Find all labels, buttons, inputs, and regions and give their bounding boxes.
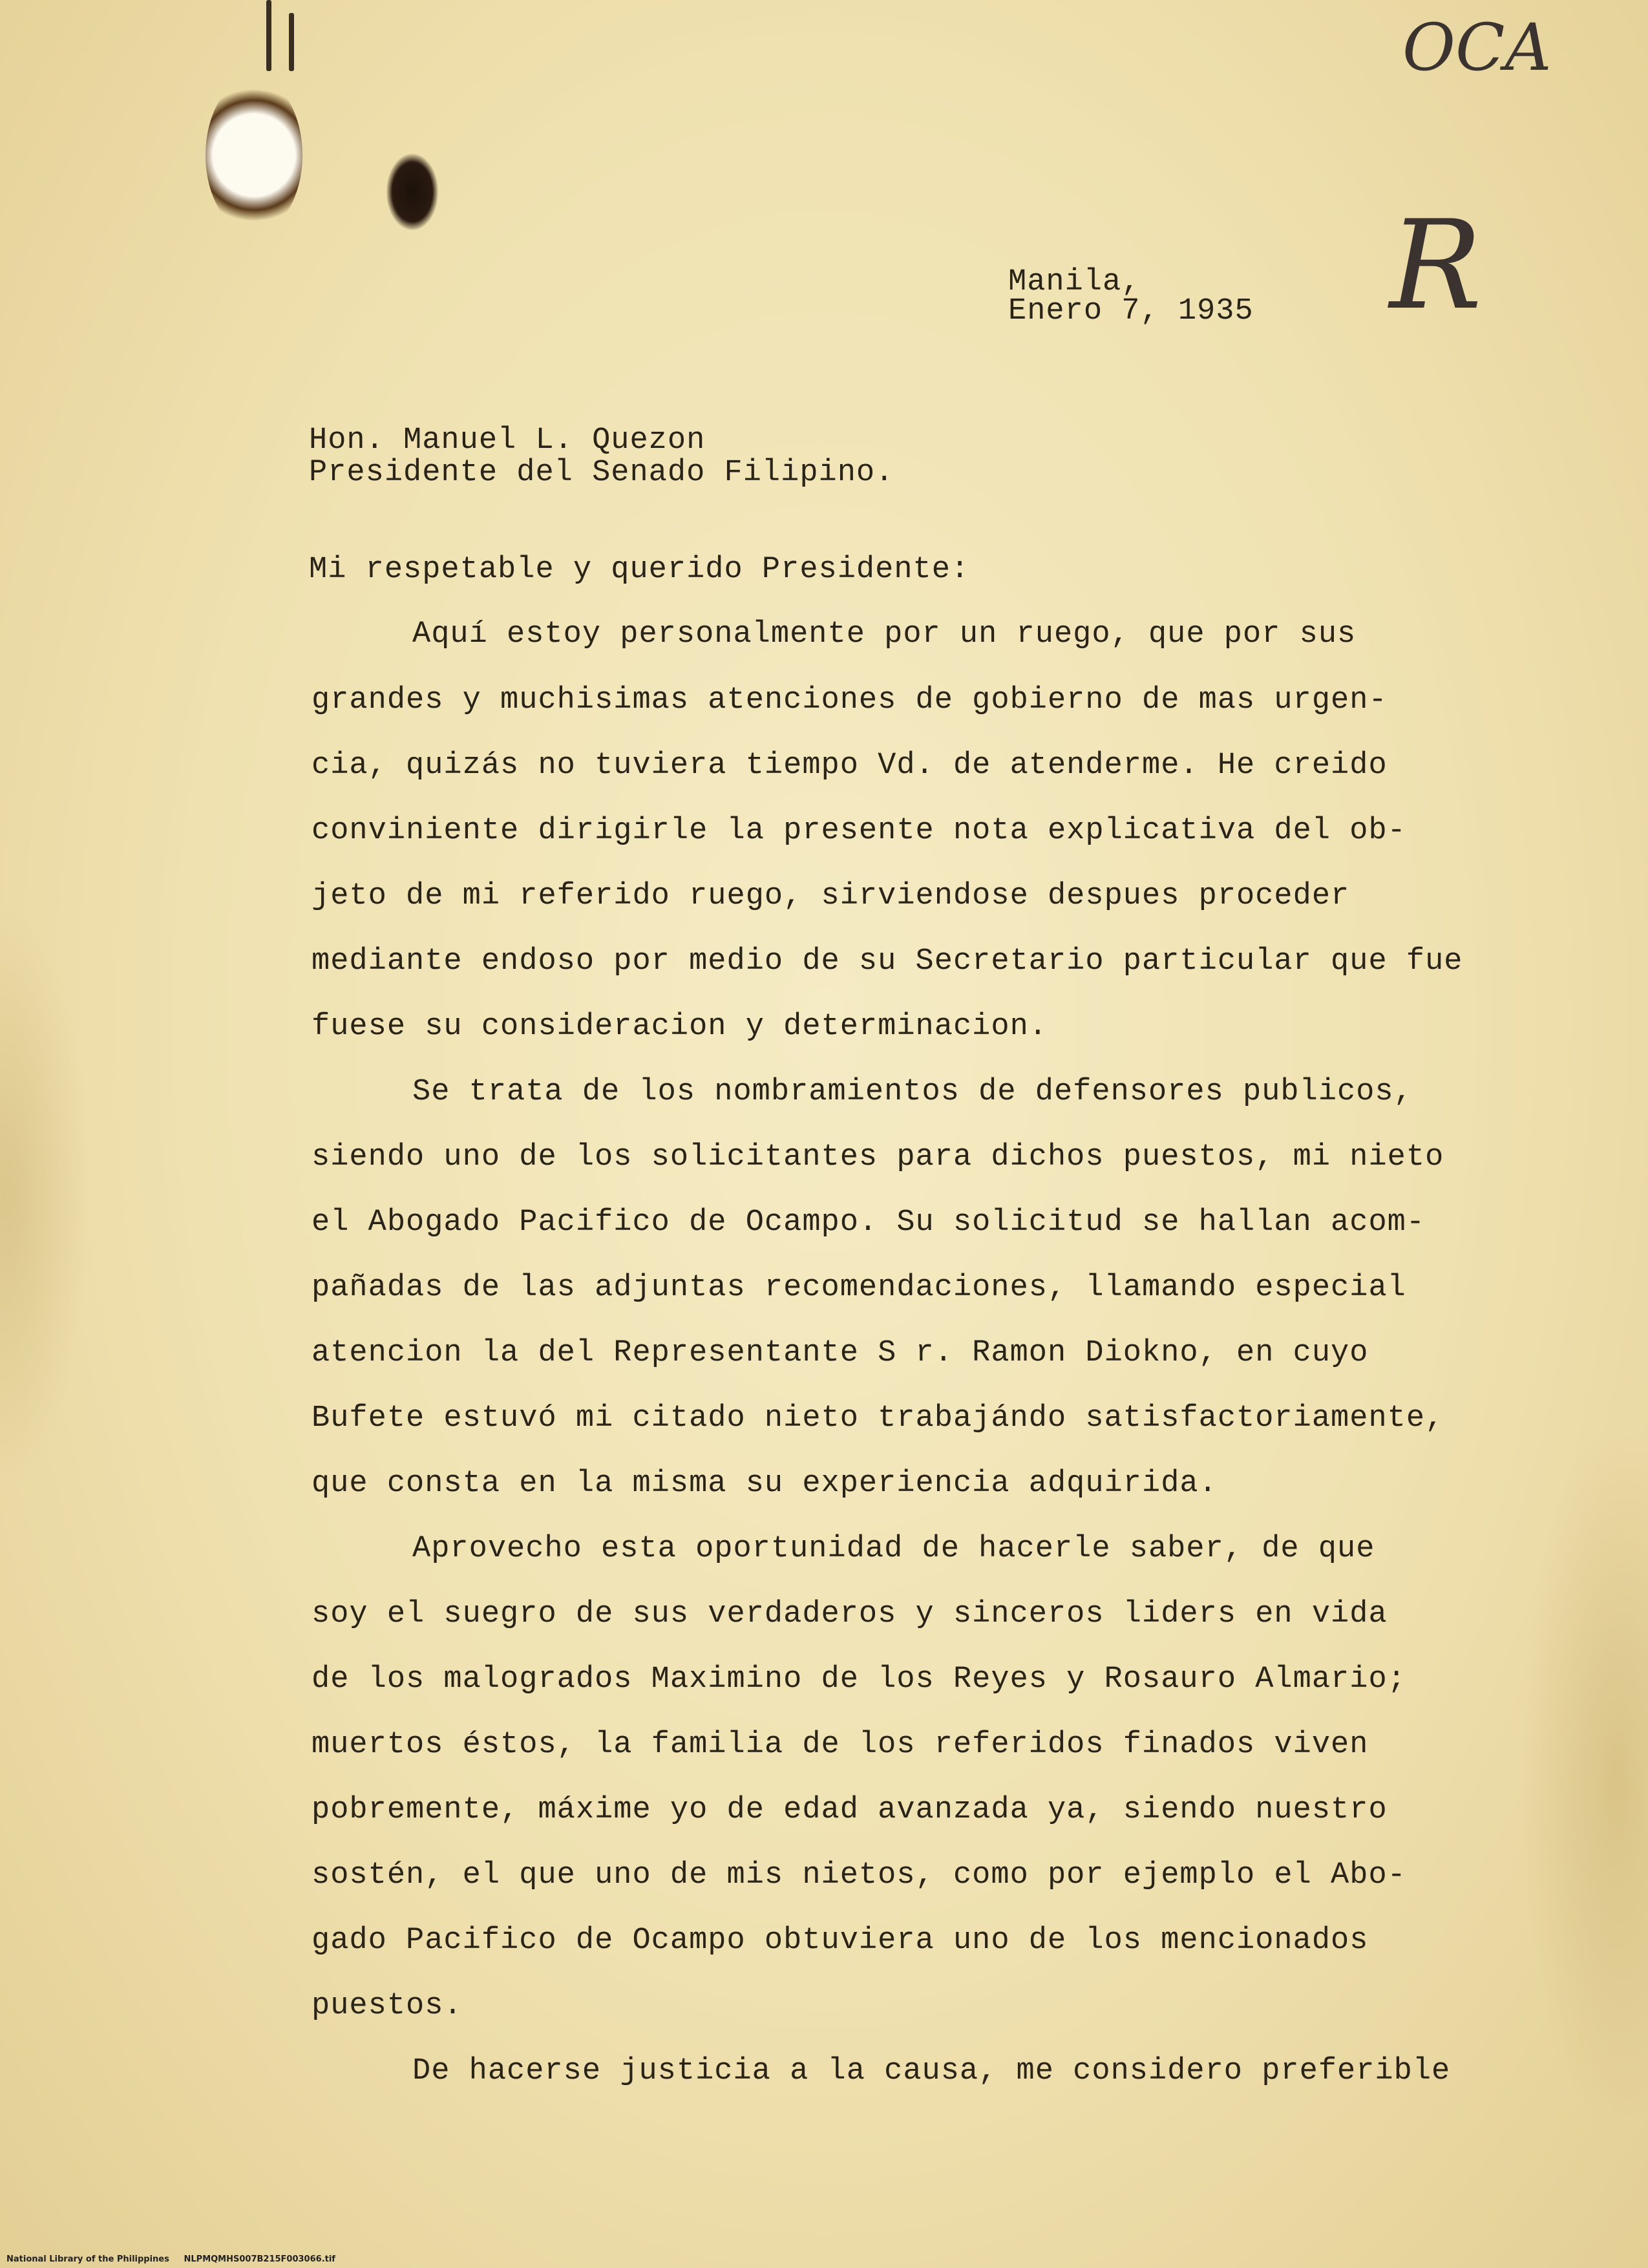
library-name: National Library of the Philippines [6,2254,169,2264]
body-line: conviniente dirigirle la presente nota explicativa del ob- [312,814,1406,848]
edge-stain [1519,1422,1648,2133]
salutation: Mi respetable y querido Presidente: [309,553,970,587]
addressee-name: Hon. Manuel L. Quezon [309,423,706,458]
body-line: Aquí estoy personalmente por un ruego, que por sus [412,617,1357,652]
body-line: soy el suegro de sus verdaderos y sinceros liders en vida [312,1597,1388,1631]
body-line: pobremente, máxime yo de edad avanzada ya, siendo nuestro [312,1793,1388,1827]
body-line: muertos éstos, la familia de los referidos finados viven [312,1728,1369,1762]
body-line: grandes y muchisimas atenciones de gobierno de mas urgen- [312,683,1388,717]
body-line: de los malogrados Maximino de los Reyes y Rosauro Almario; [312,1662,1406,1697]
body-line: puestos. [312,1989,463,2023]
body-line: fuese su consideracion y determinacion. [312,1010,1048,1044]
body-line: cia, quizás no tuviera tiempo Vd. de atenderme. He creido [312,748,1388,783]
ink-blot [386,154,438,230]
body-line: que consta en la misma su experiencia adquirida. [312,1467,1218,1501]
edge-stain [0,905,90,1487]
letter-city: Manila, [1008,265,1141,299]
body-line: sostén, el que uno de mis nietos, como por ejemplo el Abo- [312,1858,1406,1892]
scan-footer [6,2254,335,2264]
handwritten-mark: R [1389,194,1483,337]
body-line: De hacerse justicia a la causa, me considero preferible [412,2054,1451,2088]
handwritten-annotation: OCA [1402,10,1552,85]
body-line: pañadas de las adjuntas recomendaciones, llamando especial [312,1271,1406,1305]
burn-hole [206,78,302,233]
body-line: gado Pacifico de Ocampo obtuviera uno de los mencionados [312,1924,1369,1958]
body-line: mediante endoso por medio de su Secretario particular que fue [312,944,1463,979]
body-line: Bufete estuvó mi citado nieto trabajándo satisfactoriamente, [312,1401,1444,1436]
body-line: Se trata de los nombramientos de defensores publicos, [412,1075,1413,1109]
file-id: NLPMQMHS007B215F003066.tif [184,2254,335,2264]
body-line: atencion la del Representante S r. Ramon Diokno, en cuyo [312,1336,1369,1370]
staple-mark [289,13,294,71]
body-line: jeto de mi referido ruego, sirviendose despues proceder [312,879,1350,913]
body-line: siendo uno de los solicitantes para dichos puestos, mi nieto [312,1140,1444,1174]
staple-mark [266,0,271,71]
body-line: el Abogado Pacifico de Ocampo. Su solicitud se hallan acom- [312,1205,1426,1240]
addressee-title: Presidente del Senado Filipino. [309,456,894,490]
body-line: Aprovecho esta oportunidad de hacerle saber, de que [412,1532,1375,1566]
letter-date: Enero 7, 1935 [1008,294,1254,328]
